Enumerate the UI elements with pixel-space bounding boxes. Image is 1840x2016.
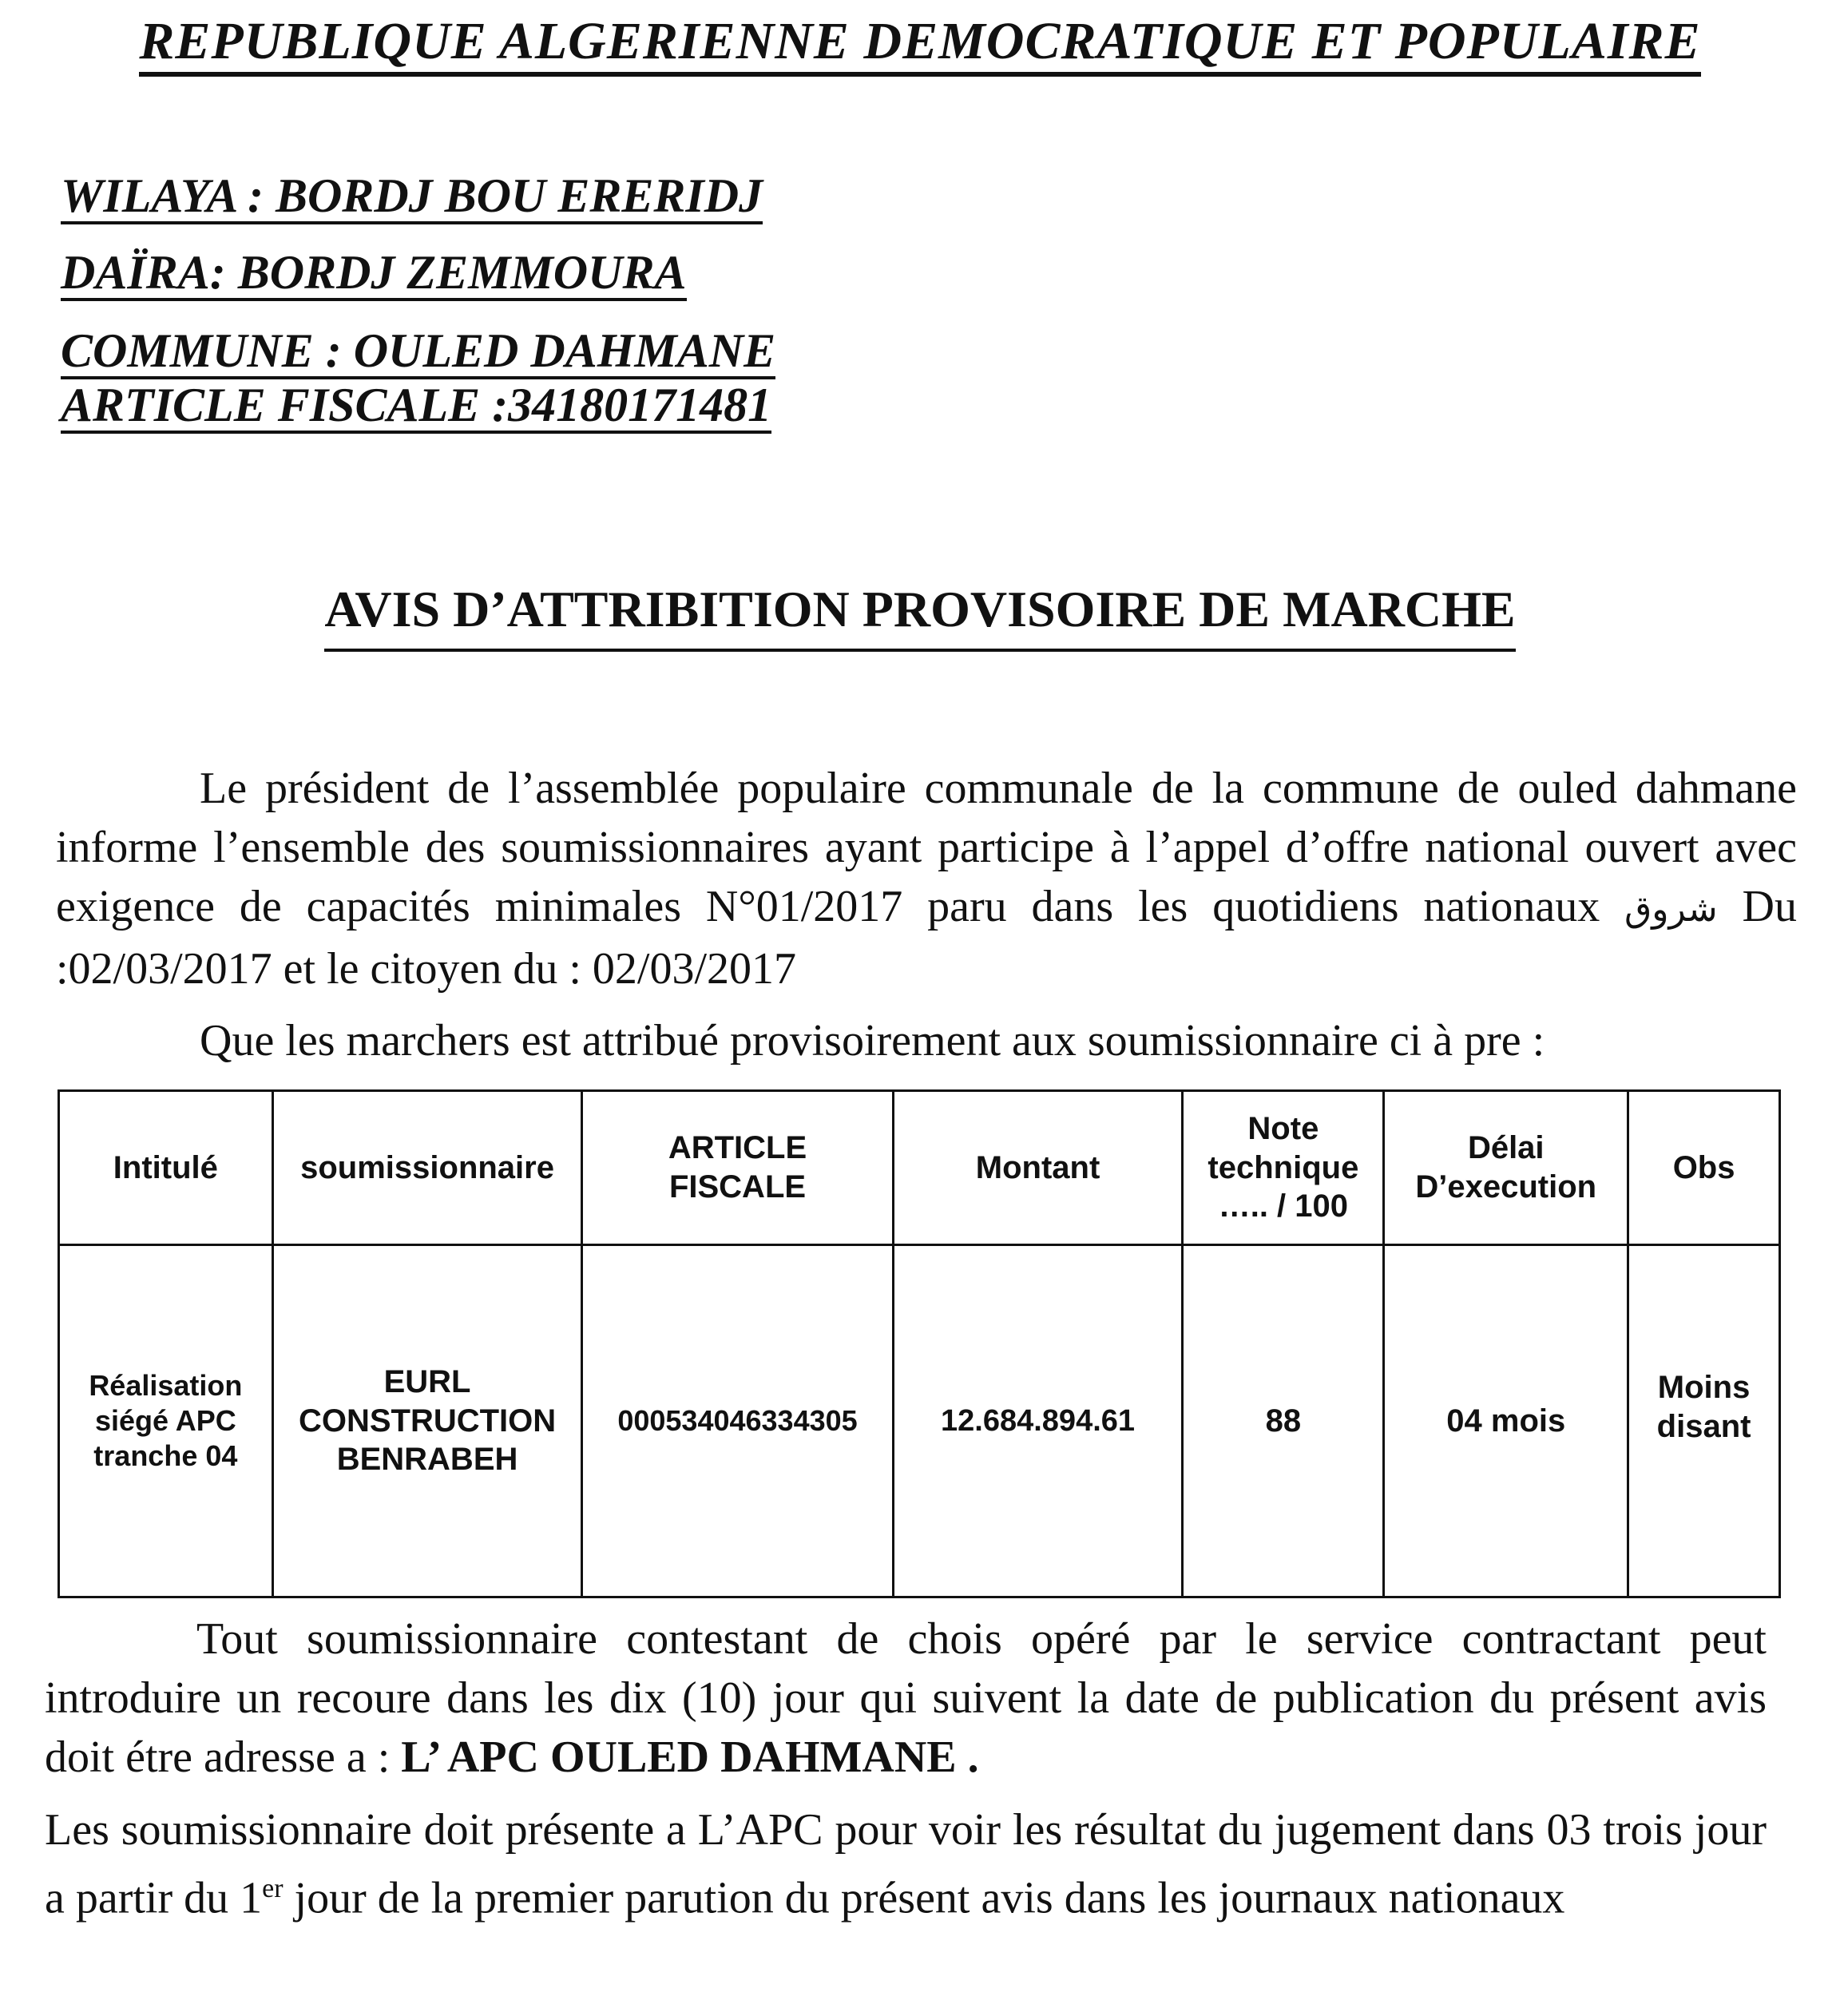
- intro-text-before: Le président de l’assemblée populaire communale de la commune de ouled dahmane informe l’ensemble des soumissionnaires ayant participe à l’appel d’offre national ouvert avec exigence de capacités minimales N°01/2017 paru dans les quotidiens nationaux: [56, 764, 1797, 931]
- final-text-before: Les soumissionnaire doit présente a L’APC pour voir les résultat du jugement dans 03 trois jour a partir du 1: [45, 1805, 1767, 1923]
- contest-paragraph: [45, 1609, 1767, 1787]
- final-paragraph: [45, 1800, 1767, 1928]
- cell-montant: 12.684.894.61: [893, 1245, 1183, 1597]
- daira-line: DAÏRA: BORDJ ZEMMOURA: [61, 248, 687, 301]
- contest-text: Tout soumissionnaire contestant de chois opéré par le service contractant peut introduire un recoure dans les dix (10) jour qui suivent la date de publication du présent avis doit étre adresse a :: [45, 1614, 1767, 1782]
- republic-title-text: REPUBLIQUE ALGERIENNE DEMOCRATIQUE ET POPULAIRE: [139, 12, 1700, 77]
- article-fiscale-line: ARTICLE FISCALE :34180171481: [61, 380, 771, 434]
- attribution-table: [58, 1089, 1781, 1598]
- cell-delai: 04 mois: [1384, 1245, 1628, 1597]
- table-header-row: [59, 1091, 1780, 1245]
- header-montant: Montant: [893, 1091, 1183, 1245]
- republic-title: [0, 11, 1840, 72]
- cell-note: 88: [1183, 1245, 1384, 1597]
- intro-text-after: Du :02/03/2017 et le citoyen du : 02/03/2017: [56, 882, 1797, 994]
- attribution-line: Que les marchers est attribué provisoirement aux soumissionnaire ci à pre :: [200, 1016, 1545, 1066]
- header-intitule: Intitulé: [59, 1091, 273, 1245]
- notice-title: [0, 580, 1840, 639]
- header-article-fiscale: [582, 1091, 893, 1245]
- cell-obs: [1628, 1245, 1780, 1597]
- header-delai-text: Délai D’execution: [1415, 1130, 1597, 1204]
- commune-line: COMMUNE : OULED DAHMANE: [61, 326, 775, 379]
- header-note: [1183, 1091, 1384, 1245]
- header-soumissionnaire: soumissionnaire: [272, 1091, 582, 1245]
- header-delai: [1384, 1091, 1628, 1245]
- arabic-newspaper-name: شروق: [1624, 889, 1718, 930]
- table-row: [59, 1245, 1780, 1597]
- notice-title-text: AVIS D’ATTRIBITION PROVISOIRE DE MARCHE: [324, 581, 1515, 652]
- contest-address: L’ APC OULED DAHMANE .: [401, 1732, 979, 1782]
- cell-intitule: [59, 1245, 273, 1597]
- cell-intitule-text: Réalisation siégé APC tranche 04: [89, 1369, 243, 1472]
- header-obs: Obs: [1628, 1091, 1780, 1245]
- intro-paragraph: [56, 759, 1797, 998]
- header-article-fiscale-text: ARTICLE FISCALE: [668, 1130, 807, 1204]
- final-text-after: jour de la premier parution du présent avis dans les journaux nationaux: [283, 1873, 1565, 1923]
- final-superscript: er: [262, 1874, 284, 1903]
- cell-soumissionnaire: [272, 1245, 582, 1597]
- cell-soumissionnaire-text: EURL CONSTRUCTION BENRABEH: [298, 1363, 557, 1478]
- cell-obs-text: Moins disant: [1656, 1370, 1751, 1444]
- wilaya-line: WILAYA : BORDJ BOU ERERIDJ: [61, 171, 763, 224]
- header-note-text: Note technique ….. / 100: [1208, 1110, 1359, 1224]
- cell-article-fiscale: 000534046334305: [582, 1245, 893, 1597]
